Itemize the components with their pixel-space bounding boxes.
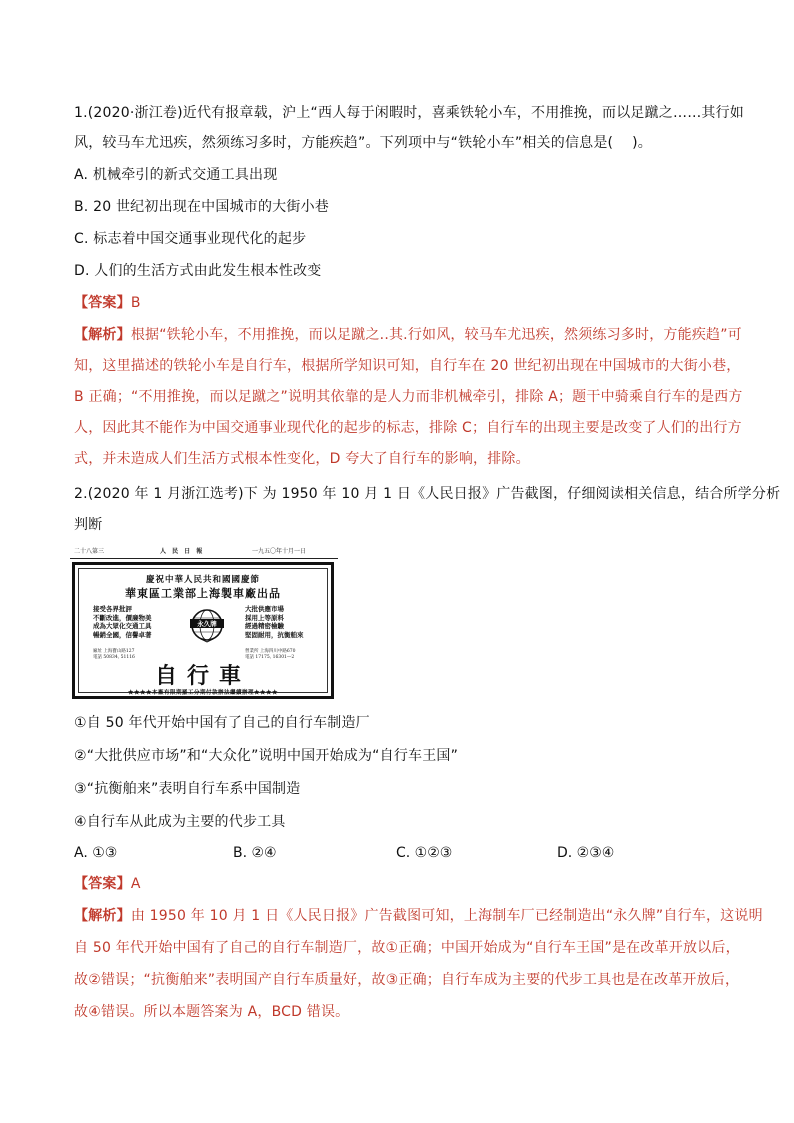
q1-analysis-line-2: 知，这里描述的铁轮小车是自行车，根据所学知识可知，自行车在 20 世纪初出现在中国城市的大街小巷， (74, 358, 741, 374)
q1-option-c: C. 标志着中国交通事业现代化的起步 (74, 231, 307, 247)
q1-analysis-line-1 (74, 325, 742, 345)
q1-answer-label: 【答案】 (74, 295, 131, 311)
q1-stem-line-2: 风，较马车尤迅疾，然须练习多时，方能疾趋”。下列项中与“铁轮小车”相关的信息是( )。 (74, 135, 652, 151)
ad-left-address-line: 廠址 上海寶山路127 (93, 649, 135, 654)
ad-footer: ★★★★本廠有限期羅工分期付款辦法繼續辦理★★★★ (127, 690, 278, 696)
q2-analysis-line-1 (74, 906, 763, 926)
ad-title-large: 華東區工業部上海製車廠出品 (125, 587, 281, 600)
q2-choice-c: C. ①②③ (396, 845, 453, 861)
logo-brand-text: 永久牌 (197, 620, 217, 628)
q1-answer-value: B (130, 295, 141, 311)
ad-left-line: 成為大眾化交通工具 (93, 622, 152, 630)
globe-logo-icon (190, 605, 224, 643)
q2-choice-b: B. ②④ (233, 845, 277, 861)
q2-answer (74, 874, 724, 894)
q1-analysis-line-3: B 正确；“不用推挽，而以足蹴之”说明其依靠的是人力而非机械牵引，排除 A；题干中骑乘自行车的是西方 (74, 389, 743, 405)
q2-choice-a: A. ①③ (74, 845, 118, 861)
q1-analysis-line-5: 式，并未造成人们生活方式根本性变化，D 夸大了自行车的影响，排除。 (74, 451, 530, 467)
ad-right-line: 採用上等原料 (245, 613, 284, 622)
q2-analysis-line-2: 自 50 年代开始中国有了自己的自行车制造厂，故①正确；中国开始成为“自行车王国”是在改革开放以后， (74, 940, 740, 956)
q1-answer (74, 293, 724, 313)
q2-stem-line-2: 判断 (74, 517, 103, 533)
q2-statement-1: ①自 50 年代开始中国有了自己的自行车制造厂 (74, 715, 370, 731)
ad-title-small: 慶祝中華人民共和國國慶節 (145, 575, 260, 585)
q1-option-b: B. 20 世纪初出现在中国城市的大街小巷 (74, 199, 329, 215)
q1-analysis-text-1: 根据“铁轮小车，不用推挽，而以足蹴之..其.行如风，较马车尤迅疾，然须练习多时，方能疾趋”可 (130, 327, 742, 343)
ad-right-line: 堅固耐用，抗衡舶來 (245, 630, 304, 639)
q1-analysis-line-4: 人，因此其不能作为中国交通事业现代化的起步的标志，排除 C；自行车的出现主要是改变了人们的出行方 (74, 420, 742, 436)
q2-analysis-line-3: 故②错误；“抗衡舶来”表明国产自行车质量好，故③正确；自行车成为主要的代步工具也是在改革开放后， (74, 972, 740, 988)
q2-analysis-text-1: 由 1950 年 10 月 1 日《人民日报》广告截图可知，上海制车厂已经制造出“永久牌”自行车，这说明 (130, 908, 763, 924)
masthead-center: 人 民 日 報 (160, 548, 205, 555)
q2-analysis-label: 【解析】 (74, 908, 131, 924)
masthead-left: 二十八第三 (74, 548, 105, 555)
ad-inner-frame (78, 568, 328, 696)
q1-stem-line-1: 1.(2020·浙江卷)近代有报章载，沪上“西人每于闲暇时，喜乘铁轮小车，不用推挽，而以足蹴之……其行如 (74, 105, 745, 121)
q2-choice-d: D. ②③④ (557, 845, 615, 861)
ad-left-phone-line: 電話 50834, 51116 (93, 655, 135, 660)
ad-right-phone-line: 電話 17175, 16301—2 (245, 655, 295, 660)
ad-right-line: 經過精密檢驗 (245, 622, 284, 630)
ad-left-line: 接受各界批評 (93, 605, 132, 613)
q2-stem-line-1: 2.(2020 年 1 月浙江选考)下 为 1950 年 10 月 1 日《人民日报》广告截图，仔细阅读相关信息，结合所学分析 (74, 486, 781, 502)
q2-answer-value: A (130, 876, 141, 892)
q2-statement-3: ③“抗衡舶来”表明自行车系中国制造 (74, 781, 301, 797)
ad-right-address-line: 營業所 上海四川中路670 (245, 649, 296, 654)
ad-right-line: 大批供應市場 (245, 605, 284, 613)
q2-statement-2: ②“大批供应市场”和“大众化”说明中国开始成为“自行车王国” (74, 748, 459, 764)
q2-answer-label: 【答案】 (74, 876, 131, 892)
ad-left-line: 不斷改進，價廉物美 (93, 613, 152, 622)
newspaper-ad-image (70, 546, 338, 702)
q1-option-a: A. 机械牵引的新式交通工具出现 (74, 167, 278, 183)
masthead-right: 一九五〇年十月一日 (252, 548, 307, 555)
q2-statement-4: ④自行车从此成为主要的代步工具 (74, 814, 286, 830)
ad-frame (72, 562, 334, 699)
q1-option-d: D. 人们的生活方式由此发生根本性改变 (74, 263, 322, 279)
ad-left-line: 暢銷全國，信譽卓著 (93, 630, 152, 639)
q2-analysis-line-4: 故④错误。所以本题答案为 A，BCD 错误。 (74, 1004, 350, 1020)
ad-product-name: 自行車 (154, 663, 251, 689)
q1-analysis-label: 【解析】 (74, 327, 131, 343)
ad-left-column (93, 605, 152, 639)
ad-right-column (245, 605, 304, 639)
newspaper-masthead (70, 546, 338, 559)
